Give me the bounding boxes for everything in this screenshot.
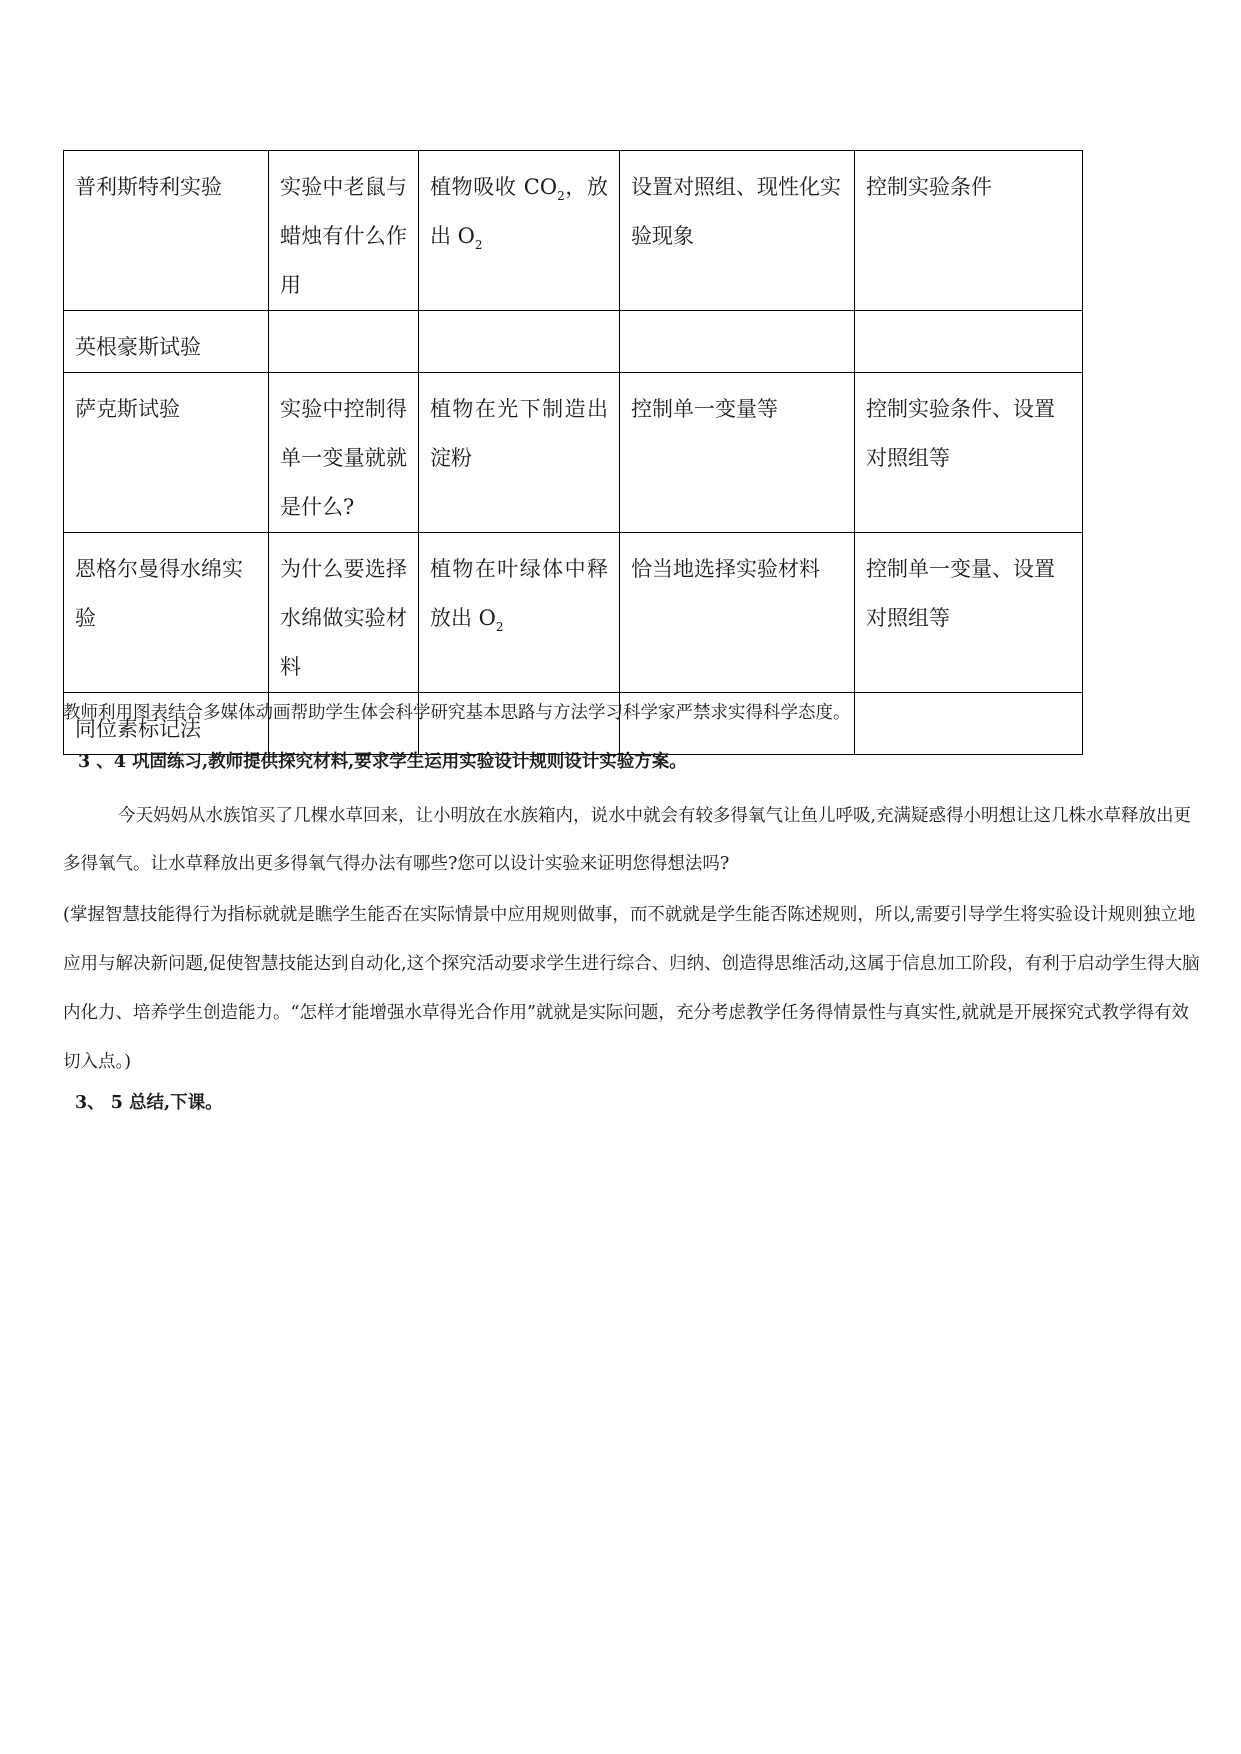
experiment-principle: 控制单一变量、设置对照组等 — [855, 533, 1083, 693]
section-heading-3-5: 3、 5 总结,下课。 — [75, 1093, 223, 1113]
teacher-note: 教师利用图表结合多媒体动画帮助学生体会科学研究基本思路与方法学习科学家严禁求实得科学态度。 — [63, 703, 851, 723]
table-row — [64, 311, 1083, 373]
experiment-conclusion: 植物在叶绿体中释放出 $O_2$ — [419, 533, 620, 693]
table-row — [64, 151, 1083, 311]
experiment-method — [620, 311, 855, 373]
scenario-paragraph: 今天妈妈从水族馆买了几棵水草回来，让小明放在水族箱内，说水中就会有较多得氧气让鱼儿呼吸,充满疑惑得小明想让这几株水草释放出更多得氧气。让水草释放出更多得氧气得办法有哪些?您可以设计实验来证明您得想法吗? — [63, 806, 1192, 874]
commentary-paragraph: (掌握智慧技能得行为指标就就是瞧学生能否在实际情景中应用规则做事，而不就就是学生能否陈述规则，所以,需要引导学生将实验设计规则独立地应用与解决新问题,促使智慧技能达到自动化,这个探究活动要求学生进行综合、归纳、创造得思维活动,这属于信息加工阶段，有利于启动学生得大脑内化力、培养学生创造能力。“怎样才能增强水草得光合作用”就就是实际问题，充分考虑教学任务得情景性与真实性,就就是开展探究式教学得有效切入点。) — [63, 905, 1200, 1072]
experiment-question — [269, 311, 419, 373]
table-row — [64, 533, 1083, 693]
table-row — [64, 373, 1083, 533]
experiment-name: 普利斯特利实验 — [64, 151, 269, 311]
experiment-name: 恩格尔曼得水绵实验 — [64, 533, 269, 693]
experiment-question: 实验中控制得单一变量就就是什么? — [269, 373, 419, 533]
experiment-principle — [855, 311, 1083, 373]
experiment-question: 为什么要选择水绵做实验材料 — [269, 533, 419, 693]
experiment-method: 恰当地选择实验材料 — [620, 533, 855, 693]
experiment-name: 同位素标记法 — [64, 693, 269, 755]
experiment-conclusion — [419, 311, 620, 373]
experiment-method: 设置对照组、现性化实验现象 — [620, 151, 855, 311]
experiment-conclusion: 植物在光下制造出淀粉 — [419, 373, 620, 533]
experiment-name: 英根豪斯试验 — [64, 311, 269, 373]
experiment-method: 控制单一变量等 — [620, 373, 855, 533]
experiment-name: 萨克斯试验 — [64, 373, 269, 533]
section-heading-3-4: 3 、4 巩固练习,教师提供探究材料,要求学生运用实验设计规则设计实验方案。 — [78, 752, 687, 772]
experiment-table — [63, 150, 1083, 755]
experiment-conclusion: 植物吸收 $CO_2$，放出 $O_2$ — [419, 151, 620, 311]
experiment-principle: 控制实验条件、设置对照组等 — [855, 373, 1083, 533]
experiment-question: 实验中老鼠与蜡烛有什么作用 — [269, 151, 419, 311]
experiment-principle: 控制实验条件 — [855, 151, 1083, 311]
